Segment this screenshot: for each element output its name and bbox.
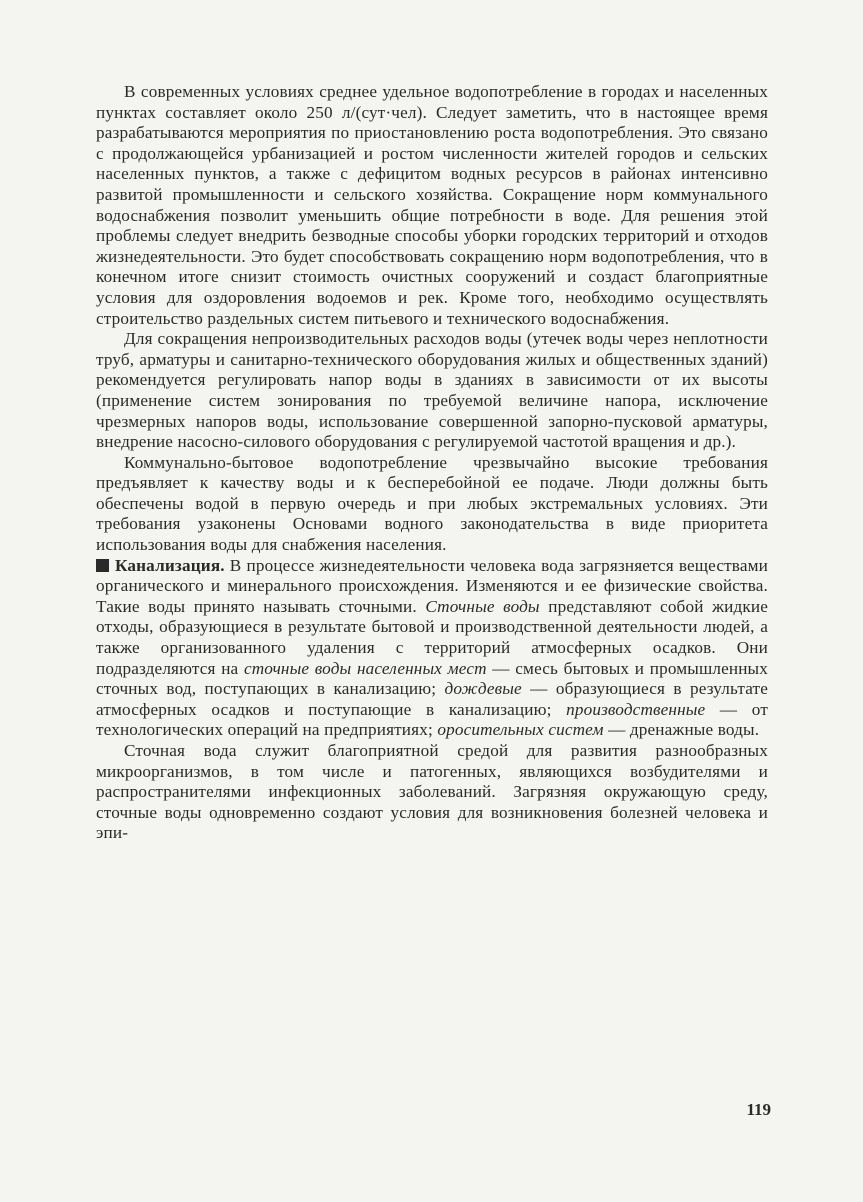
section-text-5: — от технологических операций на предприятиях; bbox=[96, 699, 768, 740]
section-text-6: — дренажные воды. bbox=[603, 720, 760, 740]
term-irrigation: оросительных систем bbox=[437, 720, 604, 740]
paragraph-microorganisms: Сточная вода служит благоприятной средой для развития разнообразных микроорганизмов, в том числе и патогенных, являющихся возбудителями и распространителями инфекционных заболеваний. Загрязняя окружающую среду, сточные воды одновременно создают условия для возникновения болезней человека и эпи- bbox=[96, 741, 768, 843]
section-marker-icon bbox=[96, 559, 109, 572]
term-wastewater: Сточные воды bbox=[425, 596, 540, 616]
section-text-2: представляют собой жидкие отходы, образующиеся в результате бытовой и производственной деятельности людей, а также организованного удаления с территорий атмосферных осадков. Они подразделяются на bbox=[96, 596, 768, 678]
section-text-3: — смесь бытовых и промышленных сточных вод, поступающих в канализацию; bbox=[96, 658, 768, 699]
term-rainwater: дождевые bbox=[444, 679, 522, 699]
paragraph-household-requirements: Коммунально-бытовое водопотребление чрезвычайно высокие требования предъявляет к качеству воды и к бесперебойной ее подаче. Люди должны быть обеспечены водой в первую очередь и при любых экстремальных условиях. Эти требования узаконены Основами водного законодательства в виде приоритета использования воды для снабжения населения. bbox=[96, 452, 768, 555]
term-industrial: производственные bbox=[566, 699, 706, 719]
page-number: 119 bbox=[746, 1100, 771, 1119]
term-settlement-wastewater: сточные воды населенных мест bbox=[243, 658, 487, 678]
section-heading: Канализация. bbox=[115, 555, 225, 575]
section-text-4: — образующиеся в результате атмосферных осадков и поступающие в канализацию; bbox=[96, 679, 768, 719]
paragraph-water-consumption: В современных условиях среднее удельное водопотребление в городах и населенных пунктах составляет около 250 л/(сут·чел). Следует заметить, что в настоящее время разрабатываются мероприятия по приостановлению роста водопотребления. Это связано с продолжающейся урбанизацией и ростом численности жителей городов и сельских населенных пунктов, а также с дефицитом водных ресурсов в районах интенсивно развитой промышленности и сельского хозяйства. Сокращение норм коммунального водоснабжения позволит уменьшить общие потребности в воде. Для решения этой проблемы следует внедрить безводные способы уборки городских территорий и отходов жизнедеятельности. Это будет способствовать сокращению норм водопотребления, что в конечном итоге снизит стоимость очистных сооружений и создаст благоприятные условия для оздоровления водоемов и рек. Кроме того, необходимо осуществлять строительство раздельных систем питьевого и технического водоснабжения. bbox=[96, 82, 768, 328]
paragraph-leak-reduction: Для сокращения непроизводительных расходов воды (утечек воды через неплотности труб, арматуры и санитарно-технического оборудования жилых и общественных зданий) рекомендуется регулировать напор воды в зданиях в зависимости от их высоты (применение систем зонирования по требуемой величине напора, исключение чрезмерных напоров воды, использование совершенной запорно-пусковой арматуры, внедрение насосно-силового оборудования с регулируемой частотой вращения и др.). bbox=[96, 329, 768, 452]
section-sewerage bbox=[96, 556, 768, 741]
section-text-1: В процессе жизнедеятельности человека вода загрязняется веществами органического и минерального происхождения. Изменяются и ее физические свойства. Такие воды принято называть сточными. bbox=[96, 555, 768, 616]
